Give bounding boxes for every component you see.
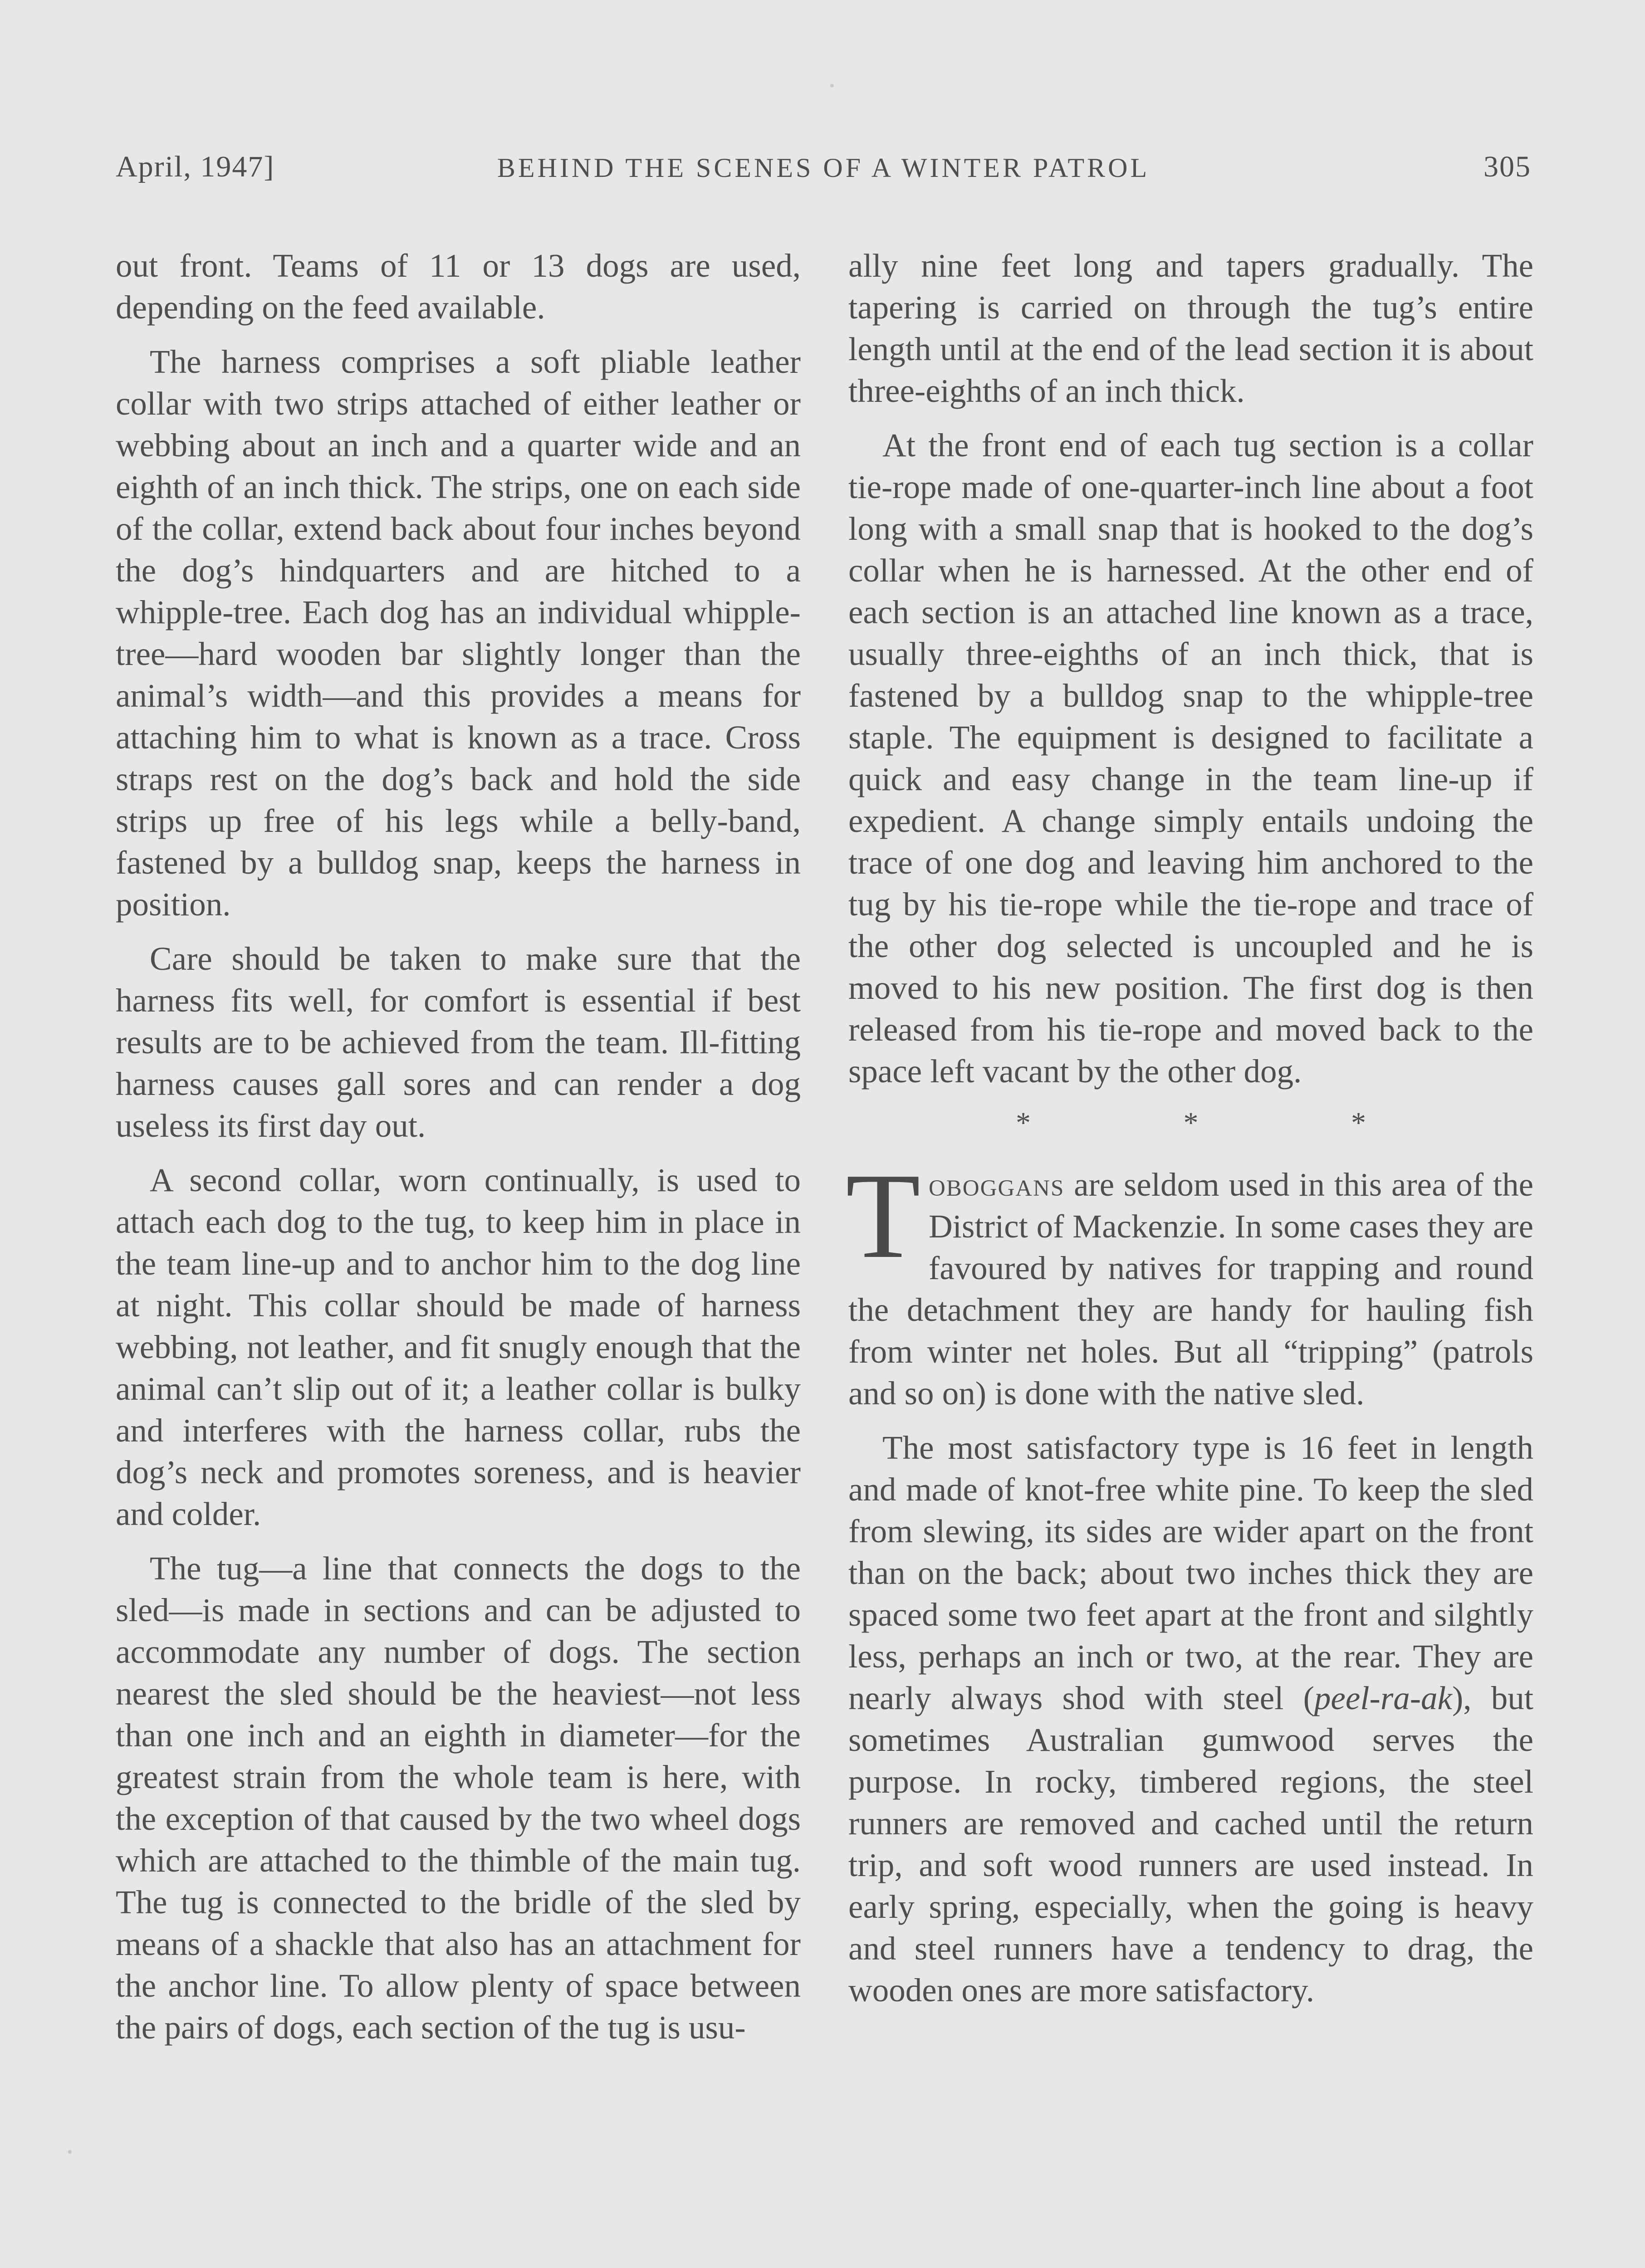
paragraph-with-dropcap	[846, 1148, 1533, 1414]
paragraph	[848, 1427, 1533, 2011]
page-number: 305	[1483, 150, 1531, 183]
paragraph: A second collar, worn continually, is used to attach each dog to the tug, to keep him in place in the team line-up and to anchor him to the dog line at night. This collar should be made of harness webbing, not leather, and fit snugly enough that the animal can’t slip out of it; a leather collar is bulky and interferes with the harness collar, rubs the dog’s neck and promotes soreness, and is heavier and colder.	[116, 1162, 801, 1532]
paragraph: ally nine feet long and tapers gradually. The tapering is carried on through the tug’s entire length until at the end of the lead section it is about three-eighths of an inch thick.	[848, 247, 1533, 409]
section-separator: * * *	[1016, 1106, 1439, 1139]
running-head	[116, 150, 1531, 195]
paper-speck	[830, 84, 834, 88]
paragraph-text: ), but sometimes Australian gumwood serves the purpose. In rocky, timbered regions, the steel runners are removed and cached until the return trip, and soft wood runners are used instead. In early spring, especially, when the going is heavy and steel runners have a tendency to drag, the wooden ones are more satisfactory.	[848, 1680, 1533, 2009]
paragraph-text: The most satisfactory type is 16 feet in length and made of knot-free white pine. To keep the sled from slewing, its sides are wider apart on the front than on the back; about two inches thick they are spaced some two feet apart at the front and silghtly less, perhaps an inch or two, at the rear. They are nearly always shod with steel (	[848, 1429, 1533, 1716]
small-caps-word: oboggans	[928, 1166, 1065, 1203]
italic-term: peel-ra-ak	[1314, 1680, 1452, 1716]
paper-speck	[68, 2150, 72, 2154]
paragraph: out front. Teams of 11 or 13 dogs are used, depending on the feed available.	[116, 247, 801, 326]
paragraph: The tug—a line that connects the dogs to the sled—is made in sections and can be adjusted to accommodate any number of dogs. The section nearest the sled should be the heaviest—not less than one inch and an eighth in diameter—for the greatest strain from the whole team is here, with the exception of that caused by the two wheel dogs which are attached to the thimble of the main tug. The tug is connected to the bridle of the sled by means of a shackle that also has an attachment for the anchor line. To allow plenty of space between the pairs of dogs, each section of the tug is usu-	[116, 1550, 801, 2046]
drop-cap: T	[846, 1148, 920, 1284]
paragraph: Care should be taken to make sure that the harness fits well, for comfort is essential if best results are to be achieved from the team. Ill-fitting harness causes gall sores and can render a dog useless its first day out.	[116, 940, 801, 1144]
paragraph-text: are seldom used in this area of the District of Mackenzie. In some cases they are favoured by natives for trapping and round the detachment they are handy for hauling fish from winter net holes. But all “tripping” (patrols and so on) is done with the native sled.	[848, 1166, 1533, 1412]
article-title: BEHIND THE SCENES OF A WINTER PATROL	[497, 153, 1150, 183]
paragraph: The harness comprises a soft pliable leather collar with two strips attached of either leather or webbing about an inch and a quarter wide and an eighth of an inch thick. The strips, one on each side of the collar, extend back about four inches beyond the dog’s hindquarters and are hitched to a whipple-tree. Each dog has an individual whipple-tree—hard wooden bar slightly longer than the animal’s width—and this provides a means for attaching him to what is known as a trace. Cross straps rest on the dog’s back and hold the side strips up free of his legs while a belly-band, fastened by a bulldog snap, keeps the harness in position.	[116, 343, 801, 923]
issue-date: April, 1947]	[116, 150, 275, 183]
right-column	[848, 245, 1533, 2024]
left-column	[116, 245, 801, 2061]
paragraph: At the front end of each tug section is a collar tie-rope made of one-quarter-inch line about a foot long with a small snap that is hooked to the dog’s collar when he is harnessed. At the other end of each section is an attached line known as a trace, usually three-eighths of an inch thick, that is fastened by a bulldog snap to the whipple-tree staple. The equipment is designed to facilitate a quick and easy change in the team line-up if expedient. A change simply entails undoing the trace of one dog and leaving him anchored to the tug by his tie-rope while the tie-rope and trace of the other dog selected is uncoupled and he is moved to his new position. The first dog is then released from his tie-rope and moved back to the space left vacant by the other dog.	[848, 427, 1533, 1090]
